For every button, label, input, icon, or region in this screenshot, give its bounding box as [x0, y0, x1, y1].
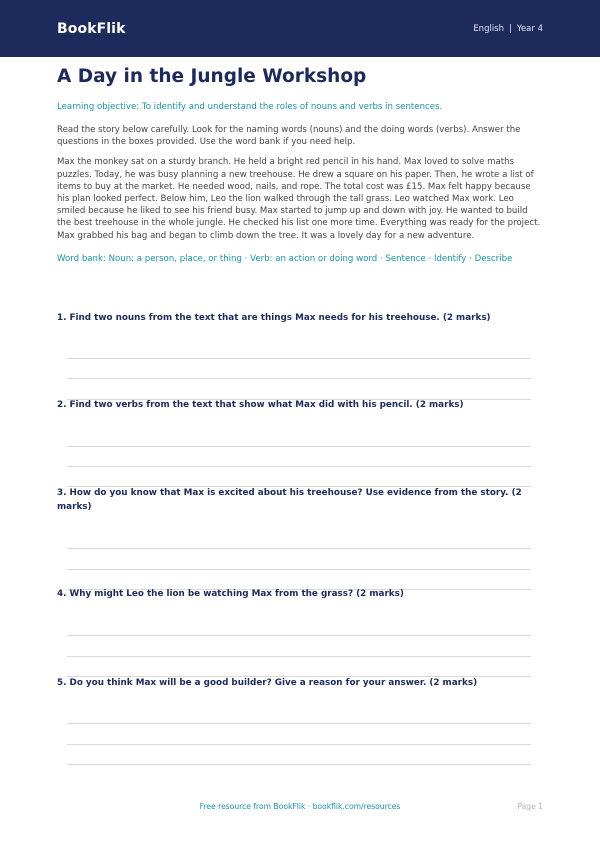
- year-label: Year 4: [516, 23, 543, 34]
- question-1: 1. Find two nouns from the text that are things Max needs for his treehouse. (2 marks): [57, 313, 491, 323]
- question-4: 4. Why might Leo the lion be watching Max from the grass? (2 marks): [57, 589, 404, 599]
- question-3: 3. How do you know that Max is excited about his treehouse? Use evidence from the story. (2 marks): [57, 488, 522, 512]
- question-2: 2. Find two verbs from the text that show what Max did with his pencil. (2 marks): [57, 400, 464, 410]
- answer-line-3a[interactable]: [67, 548, 531, 549]
- page-number: Page 1: [517, 802, 543, 811]
- meta-separator: |: [509, 23, 512, 34]
- subject-label: English: [473, 23, 505, 34]
- answer-line-4a[interactable]: [67, 635, 531, 636]
- answer-line-5a[interactable]: [67, 723, 531, 724]
- answer-line-5c[interactable]: [67, 764, 531, 765]
- header-meta: [473, 24, 543, 34]
- learning-objective: Learning objective: To identify and understand the roles of nouns and verbs in sentences.: [57, 102, 443, 112]
- answer-line-2b[interactable]: [67, 466, 531, 467]
- answer-line-5b[interactable]: [67, 744, 531, 745]
- page-title: A Day in the Jungle Workshop: [57, 66, 367, 87]
- answer-line-3b[interactable]: [67, 569, 531, 570]
- answer-line-1b[interactable]: [67, 378, 531, 379]
- answer-line-2a[interactable]: [67, 446, 531, 447]
- worksheet-body: [57, 66, 543, 265]
- page-header: [0, 0, 600, 57]
- word-bank: Word bank: Noun: a person, place, or thing · Verb: an action or doing word · Sentence · Identify · Describe: [57, 253, 513, 264]
- brand-logo: BookFlik: [57, 20, 126, 37]
- question-5: 5. Do you think Max will be a good builder? Give a reason for your answer. (2 marks): [57, 678, 478, 688]
- instructions-text: Read the story below carefully. Look for the naming words (nouns) and the doing words (verbs). Answer the questions in the boxes provided. Use the word bank if you need help.: [57, 125, 521, 148]
- answer-line-1a[interactable]: [67, 358, 531, 359]
- story-text: Max the monkey sat on a sturdy branch. He held a bright red pencil in his hand. Max loved to solve maths puzzles. Today, he was busy planning a new treehouse. He drew a square on his paper. Then, he wrote a list of items to buy at the market. He needed wood, nails, and rope. The total cost was £15. Max felt happy because his plan looked perfect. Below him, Leo the lion walked through the tall grass. Leo watched Max work. Leo smiled because he liked to see his friend busy. Max started to jump up and down with joy. He wanted to build the best treehouse in the whole jungle. He checked his list one more time. Everything was ready for the project. Max grabbed his bag and began to climb down the tree. It was a lovely day for a new adventure.: [57, 157, 541, 241]
- footer-credit: Free resource from BookFlik · bookflik.com/resources: [199, 802, 401, 811]
- answer-line-4b[interactable]: [67, 656, 531, 657]
